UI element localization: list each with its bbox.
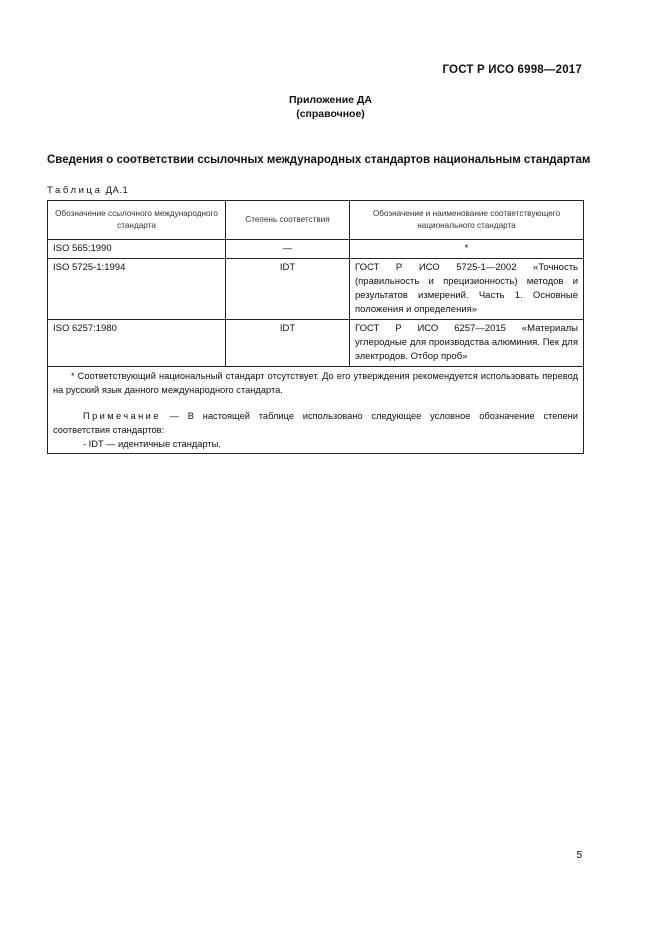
table-label [47, 185, 128, 196]
cell-ref: ISO 5725-1:1994 [48, 259, 226, 320]
table-row [48, 240, 584, 259]
section-title: Сведения о соответствии ссылочных международных стандартов национальным стандартам [47, 154, 591, 166]
footnote: * Соответствующий национальный стандарт отсутствует. До его утверждения рекомендуется использовать перевод на русский язык данного международного стандарта. [53, 371, 578, 395]
table-label-prefix: Таблица [47, 185, 103, 196]
appendix-heading [0, 94, 661, 120]
cell-ref: ISO 565:1990 [48, 240, 226, 259]
idt-item: - IDT — идентичные стандарты. [83, 439, 221, 449]
appendix-subtitle: (справочное) [296, 108, 365, 120]
header-national-standard: Обозначение и наименование соответствующего национального стандарта [350, 201, 584, 240]
cell-national: * [350, 240, 584, 259]
table-header-row [48, 201, 584, 240]
header-international-standard: Обозначение ссылочного международного стандарта [48, 201, 226, 240]
page-number: 5 [576, 850, 582, 861]
header-degree: Степень соответствия [226, 201, 350, 240]
document-id-header: ГОСТ Р ИСО 6998—2017 [442, 64, 582, 76]
cell-ref: ISO 6257:1980 [48, 320, 226, 367]
note [53, 409, 578, 437]
appendix-title: Приложение ДА [289, 94, 372, 106]
cell-national: ГОСТ Р ИСО 5725-1—2002 «Точность (правильность и прецизионность) методов и результатов измерений. Часть 1. Основные положения и определения» [350, 259, 584, 320]
table-label-number: ДА.1 [105, 185, 129, 196]
cell-national: ГОСТ Р ИСО 6257—2015 «Материалы углеродные для производства алюминия. Пек для электродов. Отбор проб» [350, 320, 584, 367]
note-text: — В настоящей таблице использовано следующее условное обозначение степени соответствия стандартов: [53, 411, 578, 435]
table-row [48, 320, 584, 367]
table-footer [48, 367, 584, 454]
cell-degree: — [226, 240, 350, 259]
note-label: Примечание [83, 411, 161, 421]
table-footer-row [48, 367, 584, 454]
table-row [48, 259, 584, 320]
cell-degree: IDT [226, 259, 350, 320]
cell-degree: IDT [226, 320, 350, 367]
correspondence-table [47, 200, 584, 454]
